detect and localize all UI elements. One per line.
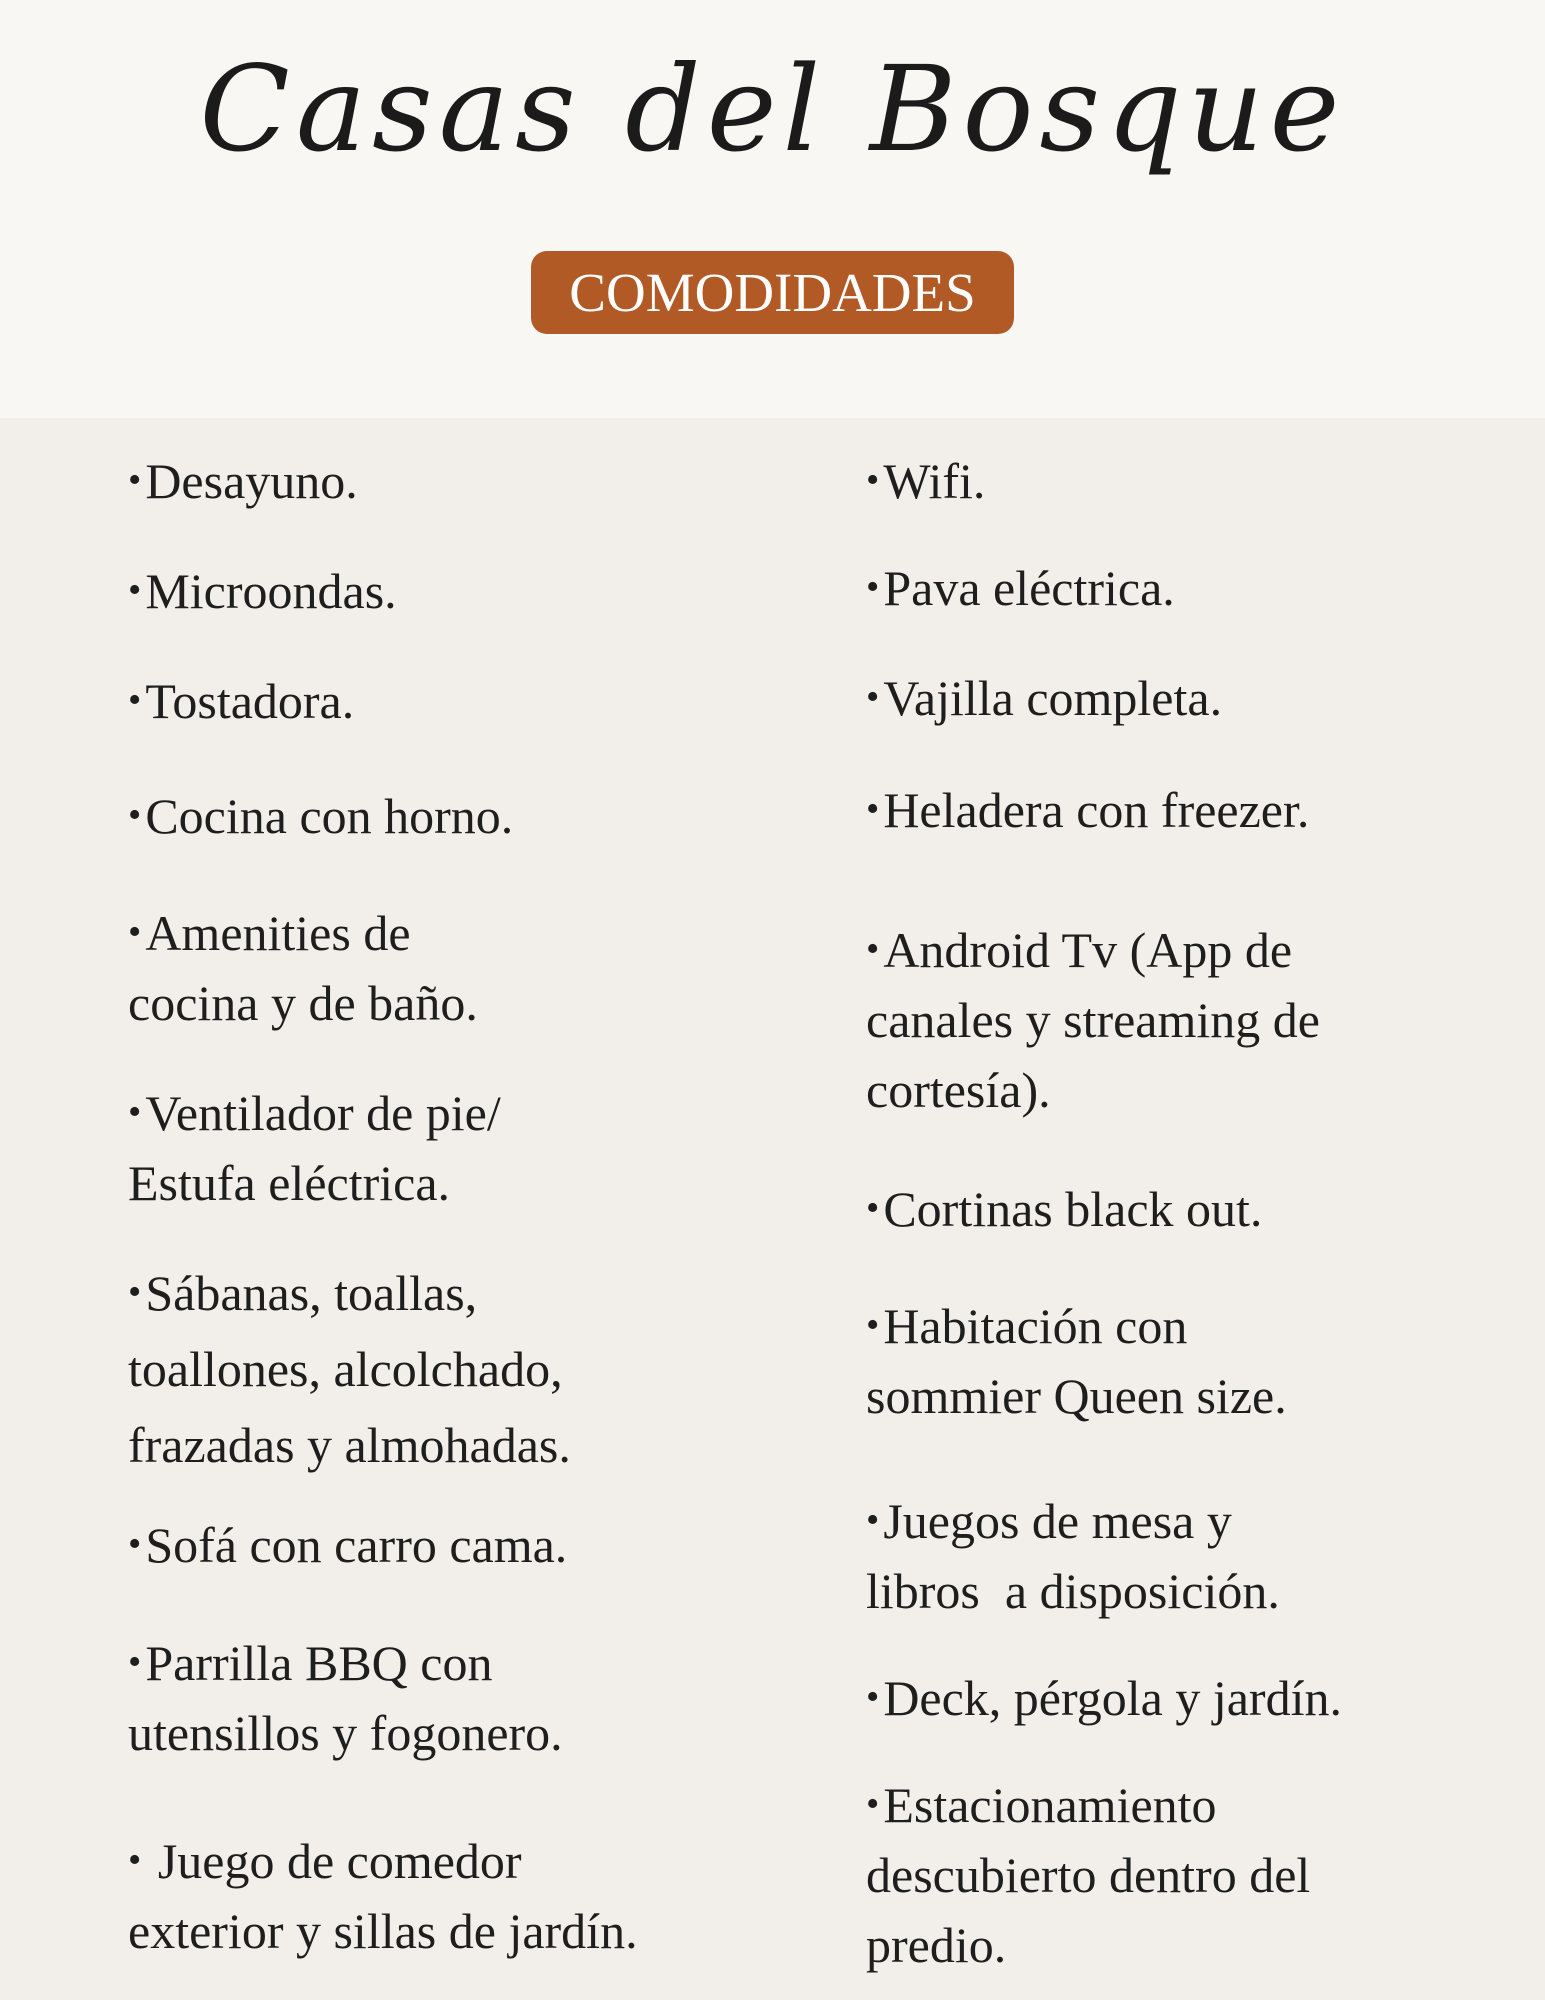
bullet-icon: •	[866, 1676, 880, 1718]
list-item: •Sofá con carro cama.	[128, 1509, 567, 1580]
list-item: •Pava eléctrica.	[866, 552, 1175, 623]
list-item: •Wifi.	[866, 445, 985, 516]
bullet-icon: •	[128, 459, 142, 501]
list-item: •Estacionamiento descubierto dentro del predio.	[866, 1769, 1310, 1980]
list-item: •Vajilla completa.	[866, 662, 1222, 733]
header	[0, 0, 1545, 418]
bullet-icon: •	[866, 1499, 880, 1541]
list-item: •Tostadora.	[128, 665, 354, 736]
list-item: •Habitación con sommier Queen size.	[866, 1290, 1287, 1431]
list-item: •Amenities de cocina y de baño.	[128, 897, 478, 1038]
list-item: •Cortinas black out.	[866, 1173, 1262, 1244]
bullet-icon: •	[866, 1783, 880, 1825]
list-item: •Android Tv (App de canales y streaming de cortesía).	[866, 914, 1320, 1125]
bullet-icon: •	[866, 788, 880, 830]
bullet-icon: •	[866, 676, 880, 718]
list-item: •Desayuno.	[128, 445, 358, 516]
amenities-list	[0, 418, 1545, 2000]
bullet-icon: •	[128, 679, 142, 721]
bullet-icon: •	[866, 566, 880, 608]
bullet-icon: •	[128, 794, 142, 836]
bullet-icon: •	[128, 911, 142, 953]
bullet-icon: •	[866, 459, 880, 501]
list-item: •Parrilla BBQ con utensillos y fogonero.	[128, 1627, 563, 1768]
bullet-icon: •	[866, 1187, 880, 1229]
bullet-icon: •	[128, 1839, 142, 1881]
bullet-icon: •	[866, 1304, 880, 1346]
list-item: •Sábanas, toallas, toallones, alcolchado, frazadas y almohadas.	[128, 1254, 571, 1483]
list-item: •Heladera con freezer.	[866, 774, 1309, 845]
list-item: •Microondas.	[128, 555, 397, 626]
list-item: •Deck, pérgola y jardín.	[866, 1662, 1342, 1733]
bullet-icon: •	[128, 1271, 142, 1313]
list-item: •Cocina con horno.	[128, 780, 513, 851]
bullet-icon: •	[866, 928, 880, 970]
list-item: •Ventilador de pie/ Estufa eléctrica.	[128, 1077, 501, 1218]
section-badge: COMODIDADES	[531, 251, 1014, 334]
bullet-icon: •	[128, 1641, 142, 1683]
list-item: • Juego de comedor exterior y sillas de jardín.	[128, 1825, 638, 1966]
list-item: •Juegos de mesa y libros a disposición.	[866, 1485, 1280, 1626]
bullet-icon: •	[128, 1523, 142, 1565]
page-title: Casas del Bosque	[199, 40, 1346, 178]
bullet-icon: •	[128, 1091, 142, 1133]
bullet-icon: •	[128, 569, 142, 611]
